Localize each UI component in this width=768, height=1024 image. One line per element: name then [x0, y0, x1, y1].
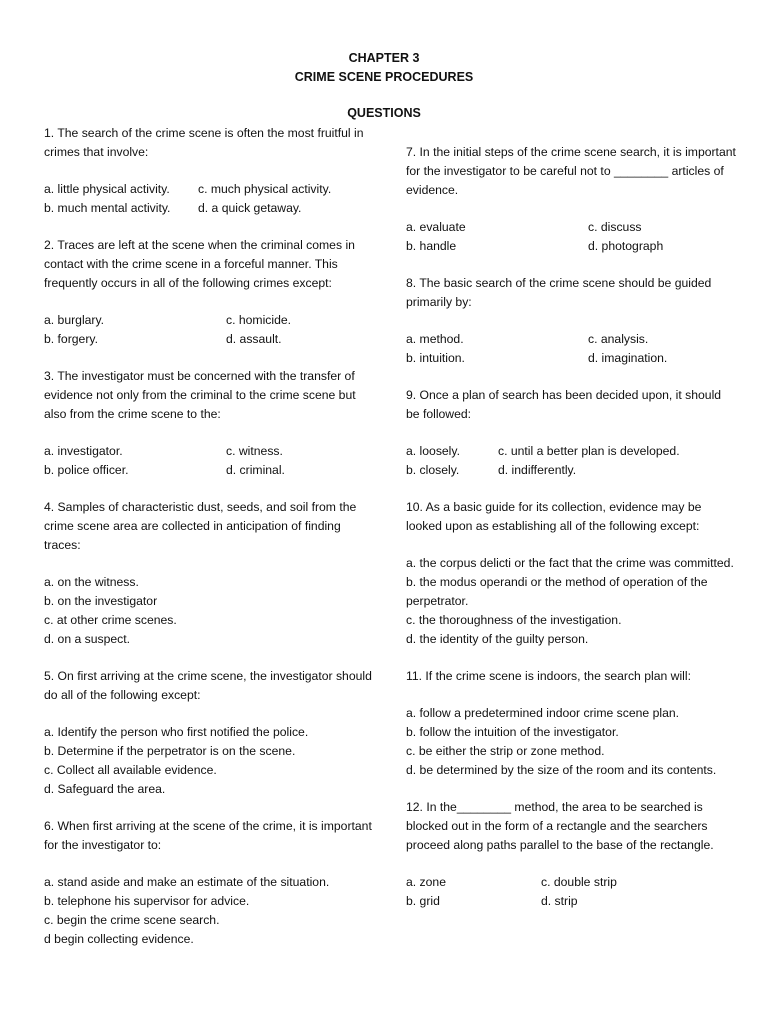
choice-a: a. stand aside and make an estimate of the situation. — [44, 875, 330, 889]
question-text: 6. When first arriving at the scene of the crime, it is important for the investigator to: — [44, 819, 376, 852]
choice-d: d. the identity of the guilty person. — [406, 632, 589, 646]
choice-b: b. follow the intuition of the investigator. — [406, 725, 619, 739]
answer-choices — [44, 723, 374, 799]
choice-c: c. be either the strip or zone method. — [406, 744, 605, 758]
choice-d: d. on a suspect. — [44, 632, 131, 646]
choice-a: a. burglary. — [44, 313, 105, 327]
choice-b: b. handle — [406, 239, 457, 253]
choice-a: a. follow a predetermined indoor crime scene plan. — [406, 706, 680, 720]
question-text: 3. The investigator must be concerned with the transfer of evidence not only from the criminal to the crime scene but also from the crime scene to the: — [44, 369, 359, 421]
choice-b: b. intuition. — [406, 351, 465, 365]
question-text: 10. As a basic guide for its collection, evidence may be looked upon as establishing all of the following except: — [406, 500, 705, 533]
answer-choices — [406, 330, 736, 368]
choice-c: c. Collect all available evidence. — [44, 763, 217, 777]
choice-d: d. strip — [541, 894, 578, 908]
answer-choices — [406, 442, 736, 480]
question-2 — [44, 236, 374, 349]
choice-c: c. double strip — [541, 875, 617, 889]
choice-b: b. on the investigator — [44, 594, 158, 608]
question-text: 12. In the________ method, the area to be searched is blocked out in the form of a rectangle and the searchers proceed along paths parallel to the base of the rectangle. — [406, 800, 714, 852]
question-text: 1. The search of the crime scene is often the most fruitful in crimes that involve: — [44, 126, 367, 159]
question-6 — [44, 817, 374, 949]
choice-a: a. the corpus delicti or the fact that the crime was committed. — [406, 556, 734, 570]
choice-b: b. forgery. — [44, 332, 98, 346]
answer-choices — [44, 573, 374, 649]
choice-d: d. be determined by the size of the room and its contents. — [406, 763, 717, 777]
question-text: 11. If the crime scene is indoors, the search plan will: — [406, 669, 691, 683]
choice-b: b. much mental activity. — [44, 201, 171, 215]
question-11 — [406, 667, 736, 780]
choice-b: b. Determine if the perpetrator is on the scene. — [44, 744, 296, 758]
question-text: 8. The basic search of the crime scene should be guided primarily by: — [406, 276, 715, 309]
question-4 — [44, 498, 374, 649]
answer-choices — [406, 554, 736, 649]
question-3 — [44, 367, 374, 480]
question-text: 4. Samples of characteristic dust, seeds, and soil from the crime scene area are collected in anticipation of finding traces: — [44, 500, 360, 552]
choice-a: a. Identify the person who first notified the police. — [44, 725, 309, 739]
chapter-title: CRIME SCENE PROCEDURES — [294, 70, 474, 84]
choice-a: a. evaluate — [406, 220, 466, 234]
question-10 — [406, 498, 736, 649]
answer-choices — [406, 873, 736, 911]
choice-d: d begin collecting evidence. — [44, 932, 194, 946]
choice-d: d. indifferently. — [498, 463, 577, 477]
choice-a: a. little physical activity. — [44, 182, 170, 196]
answer-choices — [44, 311, 374, 349]
right-column — [406, 143, 740, 929]
choice-d: d. assault. — [226, 332, 282, 346]
answer-choices — [44, 180, 374, 218]
left-column — [44, 124, 374, 967]
answer-choices — [406, 218, 736, 256]
question-text: 7. In the initial steps of the crime scene search, it is important for the investigator to be careful not to ________ articles of evidence. — [406, 145, 740, 197]
choice-b: b. police officer. — [44, 463, 129, 477]
question-text: 9. Once a plan of search has been decided upon, it should be followed: — [406, 388, 725, 421]
question-5 — [44, 667, 374, 799]
choice-b: b. grid — [406, 894, 440, 908]
choice-a: a. on the witness. — [44, 575, 139, 589]
question-1 — [44, 124, 374, 218]
question-9 — [406, 386, 736, 480]
choice-b: b. closely. — [406, 463, 460, 477]
choice-c: c. begin the crime scene search. — [44, 913, 220, 927]
choice-b: b. the modus operandi or the method of operation of the perpetrator. — [406, 575, 708, 608]
choice-c: c. analysis. — [588, 332, 649, 346]
answer-choices — [44, 442, 374, 480]
question-12 — [406, 798, 736, 911]
choice-a: a. investigator. — [44, 444, 123, 458]
choice-a: a. method. — [406, 332, 464, 346]
choice-d: d. photograph — [588, 239, 664, 253]
choice-c: c. discuss — [588, 220, 642, 234]
answer-choices — [406, 704, 736, 780]
choice-d: d. imagination. — [588, 351, 668, 365]
choice-c: c. much physical activity. — [198, 182, 332, 196]
question-text: 5. On first arriving at the crime scene, the investigator should do all of the following except: — [44, 669, 376, 702]
choice-c: c. at other crime scenes. — [44, 613, 177, 627]
choice-c: c. until a better plan is developed. — [498, 444, 680, 458]
choice-d: d. Safeguard the area. — [44, 782, 166, 796]
choice-c: c. the thoroughness of the investigation. — [406, 613, 622, 627]
questions-heading: QUESTIONS — [347, 106, 421, 120]
choice-a: a. zone — [406, 875, 446, 889]
choice-a: a. loosely. — [406, 444, 460, 458]
question-7 — [406, 143, 740, 256]
answer-choices — [44, 873, 374, 949]
choice-b: b. telephone his supervisor for advice. — [44, 894, 250, 908]
question-text: 2. Traces are left at the scene when the criminal comes in contact with the crime scene in a forceful manner. This frequently occurs in all of the following crimes except: — [44, 238, 359, 290]
choice-c: c. witness. — [226, 444, 283, 458]
chapter-heading: CHAPTER 3 — [348, 51, 420, 65]
question-8 — [406, 274, 736, 368]
choice-c: c. homicide. — [226, 313, 292, 327]
choice-d: d. criminal. — [226, 463, 285, 477]
choice-d: d. a quick getaway. — [198, 201, 302, 215]
